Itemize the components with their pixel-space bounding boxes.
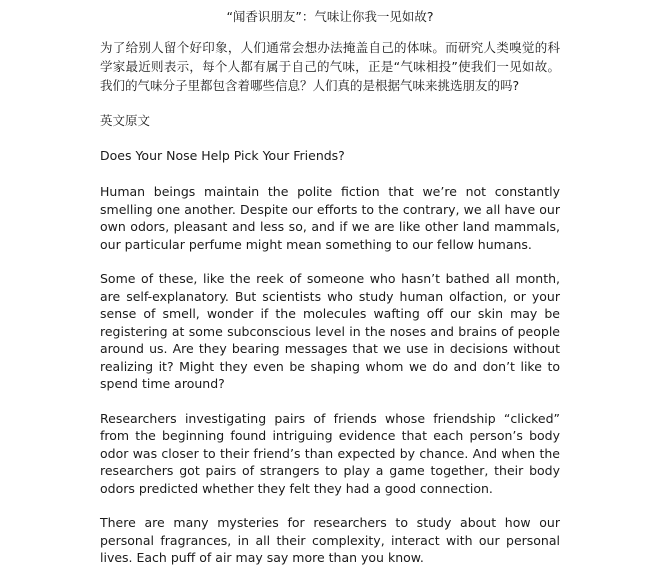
section-label: 英文原文: [100, 113, 151, 128]
paragraph-3: Researchers investigating pairs of friends whose friendship “clicked” from the beginning found intriguing evidence that each person’s body odor was closer to their friend’s than expected by chance. And when the researchers got pairs of strangers to play a game together, their body odors predicted whether they felt they had a good connection.: [100, 410, 560, 496]
article-title: “闻香识朋友”：气味让你我一见如故?: [226, 9, 434, 24]
english-title: Does Your Nose Help Pick Your Friends?: [100, 148, 345, 163]
chinese-intro: 为了给别人留个好印象，人们通常会想办法掩盖自己的体味。而研究人类嗅觉的科学家最近则表示，每个人都有属于自己的气味，正是“气味相投”使我们一见如故。我们的气味分子里都包含着哪些信息？人们真的是根据气味来挑选朋友的吗?: [100, 40, 560, 93]
paragraph-4: There are many mysteries for researchers to study about how our personal fragrances, in all their complexity, interact with our personal lives. Each puff of air may say more than you know.: [100, 515, 560, 565]
paragraph-1: Human beings maintain the polite fiction that we’re not constantly smelling one another. Despite our efforts to the contrary, we all have our own odors, pleasant and less so, and if we are like other land mammals, our particular perfume might mean something to our fellow humans.: [100, 184, 560, 252]
paragraph-2: Some of these, like the reek of someone who hasn’t bathed all month, are self-explanatory. But scientists who study human olfaction, or your sense of smell, wonder if the molecules wafting off our skin may be registering at some subconscious level in the noses and brains of people around us. Are they bearing messages that we use in decisions without realizing it? Might they even be shaping whom we do and don’t like to spend time around?: [100, 271, 560, 391]
document-page: [100, 8, 560, 584]
